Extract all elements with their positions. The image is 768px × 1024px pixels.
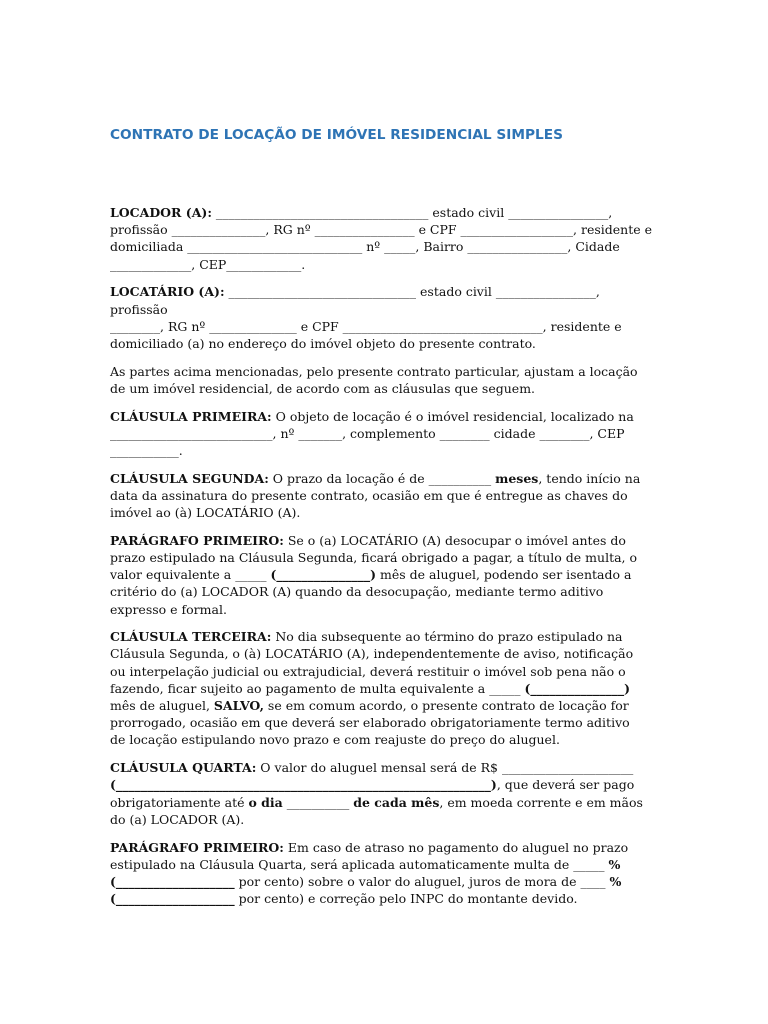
document-body xyxy=(110,204,658,918)
bold-text: (____________________________________________________________) xyxy=(110,777,497,793)
bold-text: CLÁUSULA TERCEIRA: xyxy=(110,629,272,645)
text-run: imóvel ao (à) LOCATÁRIO (A). xyxy=(110,505,301,521)
text-run: , em moeda corrente e em mãos xyxy=(439,794,643,810)
bold-text: PARÁGRAFO PRIMEIRO: xyxy=(110,839,284,855)
text-run: profissão _______________, RG nº ________________ e CPF __________________, residente e xyxy=(110,222,653,238)
text-run: de locação estipulando novo prazo e com reajuste do preço do aluguel. xyxy=(110,732,560,748)
text-run: ou interpelação judicial ou extrajudicial, deverá restituir o imóvel sob pena não o xyxy=(110,663,626,679)
text-run: O valor do aluguel mensal será de R$ _____________________ xyxy=(256,760,634,776)
text-run: obrigatoriamente até xyxy=(110,794,249,810)
text-run: se em comum acordo, o presente contrato de locação for xyxy=(263,698,629,714)
text-run: __________________________, nº _______, complemento ________ cidade ________, CEP xyxy=(110,425,625,441)
text-run: __________________________________ estado civil ________________, xyxy=(211,205,613,220)
bold-text: (___________________ xyxy=(110,891,235,907)
text-run: mês de aluguel, podendo ser isentado a xyxy=(376,567,632,583)
bold-text: de cada mês xyxy=(353,794,440,810)
text-run: data da assinatura do presente contrato, ocasião em que é entregue as chaves do xyxy=(110,487,628,503)
bold-text: CLÁUSULA PRIMEIRA: xyxy=(110,408,272,424)
text-run: estipulado na Cláusula Quarta, será aplicada automaticamente multa de _____ xyxy=(110,856,609,872)
text-run: , tendo início na xyxy=(538,470,641,486)
text-run: Em caso de atraso no pagamento do aluguel no prazo xyxy=(283,839,629,855)
text-run: prorrogado, ocasião em que deverá ser elaborado obrigatoriamente termo aditivo xyxy=(110,715,630,731)
contract-paragraph xyxy=(110,759,658,828)
text-run: Cláusula Segunda, o (à) LOCATÁRIO (A), independentemente de aviso, notificação xyxy=(110,646,634,662)
bold-text: o dia xyxy=(248,794,283,810)
text-run: de um imóvel residencial, de acordo com as cláusulas que seguem. xyxy=(110,380,536,396)
text-run: O prazo da locação é de __________ xyxy=(268,470,496,486)
text-run: ________, RG nº ______________ e CPF ________________________________, residente e xyxy=(110,318,622,334)
contract-paragraph xyxy=(110,204,658,273)
text-run: prazo estipulado na Cláusula Segunda, ficará obrigado a pagar, a título de multa, o xyxy=(110,549,638,565)
bold-text: PARÁGRAFO PRIMEIRO: xyxy=(110,532,284,548)
text-run: expresso e formal. xyxy=(110,601,227,617)
text-run: valor equivalente a _____ xyxy=(110,567,271,583)
text-run: critério do (a) LOCADOR (A) quando da desocupação, mediante termo aditivo xyxy=(110,584,604,600)
contract-paragraph xyxy=(110,470,658,522)
bold-text: LOCATÁRIO (A): xyxy=(110,284,225,300)
text-run: por cento) sobre o valor do aluguel, juros de mora de ____ xyxy=(234,873,610,889)
text-run: , que deverá ser pago xyxy=(496,777,635,793)
document-title: CONTRATO DE LOCAÇÃO DE IMÓVEL RESIDENCIAL SIMPLES xyxy=(110,127,563,143)
contract-paragraph xyxy=(110,532,658,618)
contract-paragraph xyxy=(110,283,658,352)
bold-text: (_______________) xyxy=(270,567,377,583)
text-run: ___________. xyxy=(110,442,183,458)
text-run: No dia subsequente ao término do prazo estipulado na xyxy=(271,629,623,645)
text-run: Se o (a) LOCATÁRIO (A) desocupar o imóvel antes do xyxy=(283,532,626,548)
text-run: ______________________________ estado civil ________________, profissão xyxy=(110,284,600,317)
text-run: __________ xyxy=(282,794,354,810)
contract-paragraph xyxy=(110,408,658,460)
bold-text: (___________________ xyxy=(110,873,235,889)
contract-paragraph xyxy=(110,628,658,748)
bold-text: CLÁUSULA QUARTA: xyxy=(110,760,257,776)
contract-paragraph xyxy=(110,839,658,908)
text-run: mês de aluguel, xyxy=(110,698,214,714)
text-run: domiciliado (a) no endereço do imóvel objeto do presente contrato. xyxy=(110,335,536,351)
contract-paragraph xyxy=(110,363,658,397)
text-run: _____________, CEP____________. xyxy=(110,256,306,272)
bold-text: (_______________) xyxy=(524,680,631,696)
text-run: por cento) e correção pelo INPC do montante devido. xyxy=(234,891,578,907)
text-run: do (a) LOCADOR (A). xyxy=(110,811,245,827)
bold-text: meses xyxy=(495,470,539,486)
bold-text: SALVO, xyxy=(213,698,264,714)
bold-text: LOCADOR (A): xyxy=(110,205,212,220)
text-run: O objeto de locação é o imóvel residencial, localizado na xyxy=(271,408,634,424)
bold-text: % xyxy=(609,873,622,889)
text-run: As partes acima mencionadas, pelo presente contrato particular, ajustam a locação xyxy=(110,363,638,379)
text-run: domiciliada ____________________________ nº _____, Bairro ________________, Cidade xyxy=(110,239,620,255)
text-run: fazendo, ficar sujeito ao pagamento de multa equivalente a _____ xyxy=(110,680,525,696)
bold-text: % xyxy=(608,856,621,872)
bold-text: CLÁUSULA SEGUNDA: xyxy=(110,470,269,486)
